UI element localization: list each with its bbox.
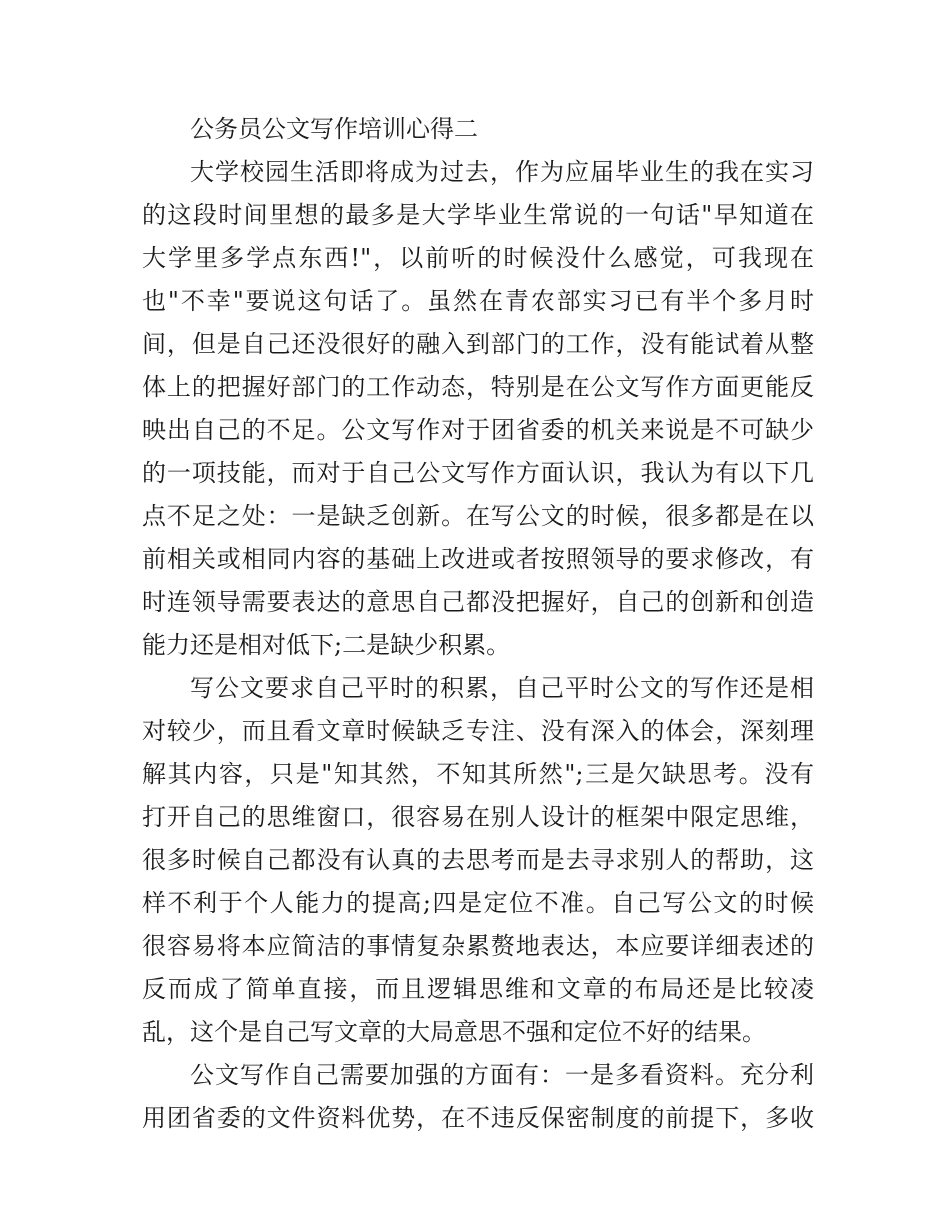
- text-line: 很多时候自己都没有认真的去思考而是去寻求别人的帮助，这: [142, 846, 814, 874]
- text-line: 时连领导需要表达的意思自己都没把握好，自己的创新和创造: [142, 588, 814, 616]
- text-line: 点不足之处：一是缺乏创新。在写公文的时候，很多都是在以: [142, 502, 814, 530]
- text-line: 对较少，而且看文章时候缺乏专注、没有深入的体会，深刻理: [142, 717, 814, 745]
- text-line: 前相关或相同内容的基础上改进或者按照领导的要求修改，有: [142, 545, 814, 573]
- document-title: 公务员公文写作培训心得二: [190, 115, 478, 143]
- document-body: [142, 108, 814, 1140]
- text-line: 大学里多学点东西!"，以前听的时候没什么感觉，可我现在: [142, 244, 814, 272]
- text-line: 打开自己的思维窗口，很容易在别人设计的框架中限定思维，: [142, 803, 814, 831]
- text-line: 体上的把握好部门的工作动态，特别是在公文写作方面更能反: [142, 373, 814, 401]
- text-line: 写公文要求自己平时的积累，自己平时公文的写作还是相: [190, 674, 814, 702]
- text-line: 乱，这个是自己写文章的大局意思不强和定位不好的结果。: [142, 1018, 766, 1046]
- text-line: 间，但是自己还没很好的融入到部门的工作，没有能试着从整: [142, 330, 814, 358]
- text-line: 反而成了简单直接，而且逻辑思维和文章的布局还是比较凌: [142, 975, 814, 1003]
- text-line: 映出自己的不足。公文写作对于团省委的机关来说是不可缺少: [142, 416, 814, 444]
- text-line: 的这段时间里想的最多是大学毕业生常说的一句话"早知道在: [142, 201, 814, 229]
- text-line: 能力还是相对低下;二是缺少积累。: [142, 631, 511, 659]
- text-line: 大学校园生活即将成为过去，作为应届毕业生的我在实习: [190, 158, 814, 186]
- text-line: 公文写作自己需要加强的方面有：一是多看资料。充分利: [190, 1061, 814, 1089]
- text-line: 的一项技能，而对于自己公文写作方面认识，我认为有以下几: [142, 459, 814, 487]
- text-line: 解其内容，只是"知其然，不知其所然";三是欠缺思考。没有: [142, 760, 814, 788]
- text-line: 很容易将本应简洁的事情复杂累赘地表达，本应要详细表述的: [142, 932, 814, 960]
- text-line: 用团省委的文件资料优势，在不违反保密制度的前提下，多收: [142, 1104, 814, 1132]
- text-line: 也"不幸"要说这句话了。虽然在青农部实习已有半个多月时: [142, 287, 814, 315]
- text-line: 样不利于个人能力的提高;四是定位不准。自己写公文的时候: [142, 889, 814, 917]
